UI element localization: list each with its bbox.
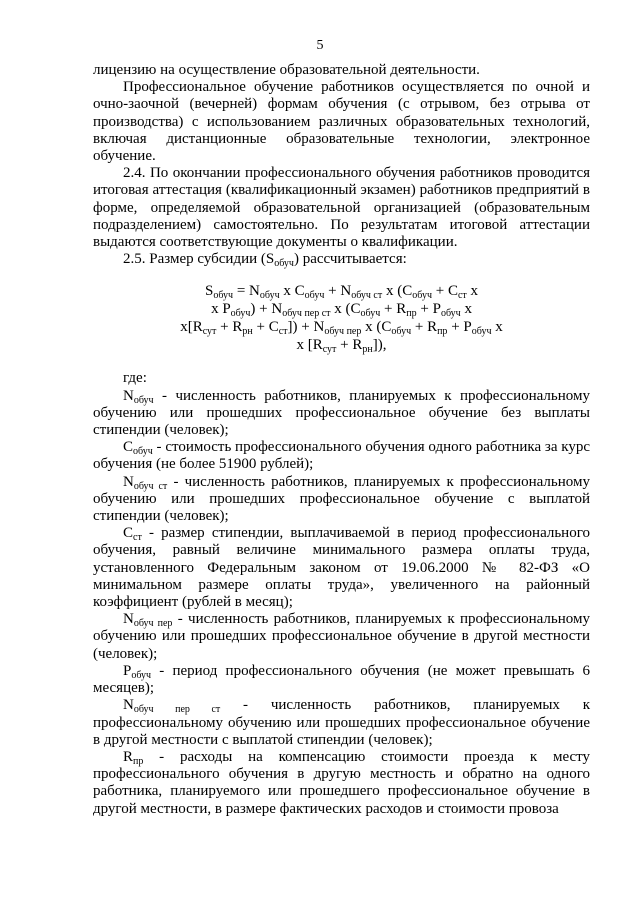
where-label: где: xyxy=(123,370,147,387)
definition-n-obuch-per: $N_{обуч пер}$ - численность работников, планируемых к профессиональному обучению или прошедших профессиональное обучение в другой местности (человек); xyxy=(93,611,590,662)
definition-n-obuch-per-st: $N_{обуч пер ст}$ - численность работников, планируемых к профессиональному обучению или прошедших профессиональное обучение в другой местности с выплатой стипендии (человек); xyxy=(93,697,590,748)
paragraph-2-4-attestation: 2.4. По окончании профессионального обучения работников проводится итоговая аттестация (квалификационный экзамен) работников предприятий в форме, определяемой образовательной организацией (образовательным подразделением) самостоятельно. По результатам итоговой аттестации выдаются соответствующие документы о квалификации. xyxy=(93,165,590,251)
definition-c-st: $С_{ст}$ - размер стипендии, выплачиваемой в период профессионального обучения, равный величине минимального размера оплаты труда, установленного Федеральным законом от 19.06.2000 № 82-ФЗ «О минимальном размере оплаты труда», увеличенного на районный коэффициент (рублей в месяц); xyxy=(93,525,590,611)
subsidy-formula xyxy=(93,282,590,354)
paragraph-license: лицензию на осуществление образовательной деятельности. xyxy=(93,62,480,78)
definition-p-obuch: $Р_{обуч}$ - период профессионального обучения (не может превышать 6 месяцев); xyxy=(93,662,590,697)
paragraph-training-forms: Профессиональное обучение работников осуществляется по очной и очно-заочной (вечерней) формам обучения (с отрывом, без отрыва от производства) с использованием различных образовательных технологий, включая дистанционные образовательные технологии, электронное обучение. xyxy=(93,79,590,165)
formula-line-1: $S_{обуч} = N_{обуч}$ х $С_{обуч} + N_{обуч ст}$ х ($С_{обуч} + С_{ст}$ х xyxy=(204,283,479,302)
definition-r-pr: $R_{пр}$ - расходы на компенсацию стоимости проезда к месту профессионального обучения в другую местность и обратно на одного работника, планируемого или прошедшего профессиональное обучение в другой местности, в размере фактических расходов и стоимости провоза xyxy=(93,748,590,817)
formula-line-3: $х[R_{сут} + R_{рн} + С_{ст}]) + N_{обуч пер}$ х ($С_{обуч} + R_{пр} + Р_{обуч}$ х xyxy=(180,319,503,338)
definition-n-obuch: $N_{обуч}$ - численность работников, планируемых к профессиональному обучению или прошедших профессиональное обучение без выплаты стипендии (человек); xyxy=(93,387,590,439)
formula-line-2: х $Р_{обуч}) + N_{обуч пер ст}$ х ($С_{обуч} + R_{пр} + Р_{обуч}$ х xyxy=(211,301,472,320)
definition-c-obuch: $С_{обуч}$ - стоимость профессионального обучения одного работника за курс обучения (не более 51900 рублей); xyxy=(93,439,590,473)
document-body xyxy=(93,62,590,818)
definition-n-obuch-st: $N_{обуч ст}$ - численность работников, планируемых к профессиональному обучению или прошедших профессиональное обучение с выплатой стипендии (человек); xyxy=(93,473,590,525)
page-number: 5 xyxy=(316,38,324,53)
formula-line-4: х $[R_{сут} + R_{рн}]$), xyxy=(296,337,387,356)
paragraph-2-5-subsidy: 2.5. Размер субсидии $(S_{обуч})$ рассчитывается: xyxy=(123,251,407,270)
